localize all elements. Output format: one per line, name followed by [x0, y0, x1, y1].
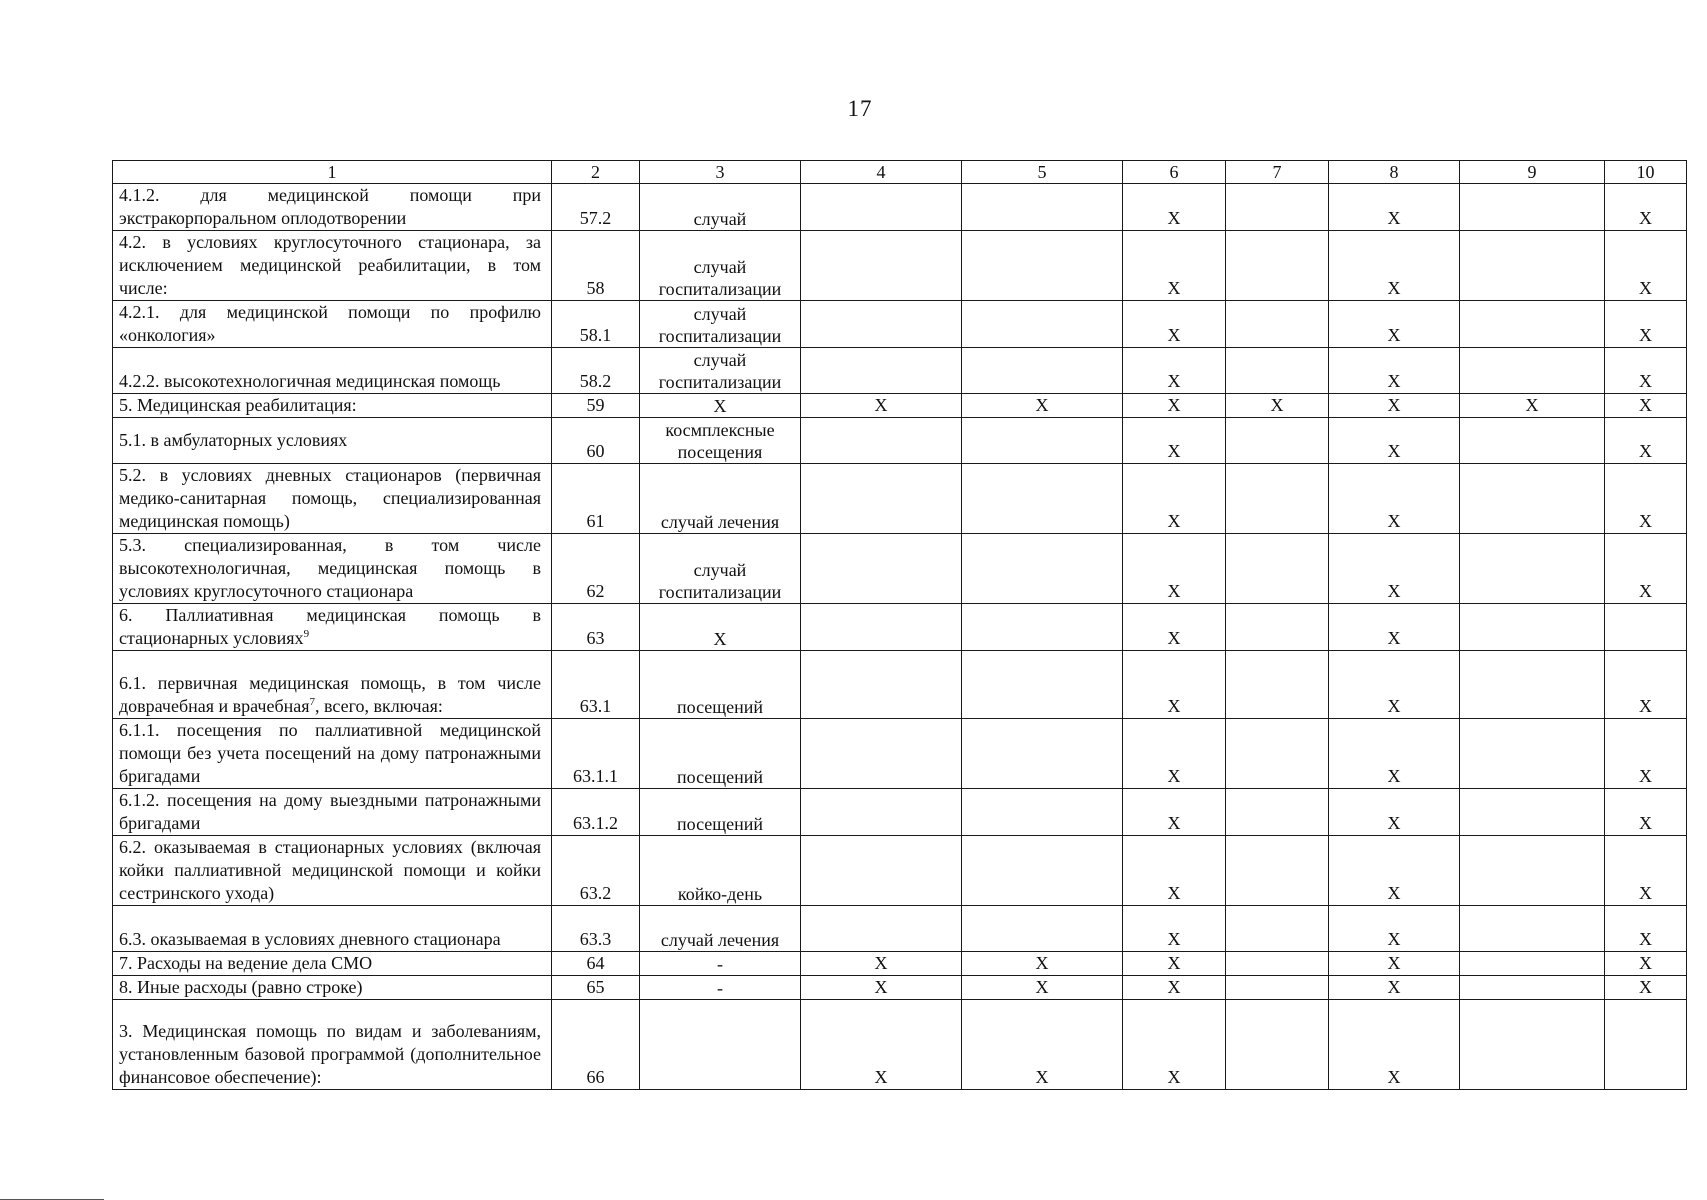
value-col-7: [1226, 464, 1329, 534]
value-col-7: [1226, 789, 1329, 836]
value-col-10: [1605, 1000, 1687, 1090]
value-col-7: Х: [1226, 394, 1329, 418]
row-label: [113, 231, 552, 301]
row-code: 63: [552, 604, 640, 651]
value-col-10: Х: [1605, 231, 1687, 301]
value-col-9: [1460, 976, 1605, 1000]
unit: случай лечения: [640, 906, 801, 952]
value-col-7: [1226, 976, 1329, 1000]
column-header: 3: [640, 161, 801, 184]
value-col-6: Х: [1123, 976, 1226, 1000]
value-col-8: Х: [1329, 906, 1460, 952]
value-col-4: [801, 348, 962, 394]
value-col-4: [801, 184, 962, 231]
value-col-4: Х: [801, 1000, 962, 1090]
value-col-4: [801, 534, 962, 604]
value-col-9: [1460, 651, 1605, 719]
row-label: [113, 464, 552, 534]
row-label: [113, 301, 552, 348]
value-col-10: Х: [1605, 651, 1687, 719]
row-label-text: 6. Паллиативная медицинская помощь в стационарных условиях: [119, 605, 541, 648]
unit: койко-день: [640, 836, 801, 906]
footnote-ref: 9: [303, 628, 310, 640]
value-col-7: [1226, 534, 1329, 604]
row-code: 63.1.2: [552, 789, 640, 836]
row-code: 66: [552, 1000, 640, 1090]
table-row: [113, 534, 1687, 604]
value-col-5: [962, 604, 1123, 651]
value-col-8: Х: [1329, 651, 1460, 719]
table-row: [113, 1000, 1687, 1090]
value-col-8: Х: [1329, 184, 1460, 231]
value-col-10: Х: [1605, 301, 1687, 348]
value-col-8: Х: [1329, 301, 1460, 348]
column-header: 1: [113, 161, 552, 184]
table-row: [113, 906, 1687, 952]
row-code: 61: [552, 464, 640, 534]
value-col-8: Х: [1329, 719, 1460, 789]
value-col-4: [801, 906, 962, 952]
value-col-9: [1460, 418, 1605, 464]
document-table: [112, 160, 1687, 1090]
value-col-6: Х: [1123, 534, 1226, 604]
unit: посещений: [640, 719, 801, 789]
column-header: 4: [801, 161, 962, 184]
value-col-9: [1460, 464, 1605, 534]
value-col-7: [1226, 604, 1329, 651]
table-row: [113, 464, 1687, 534]
value-col-7: [1226, 184, 1329, 231]
row-code: 58.2: [552, 348, 640, 394]
value-col-4: [801, 651, 962, 719]
value-col-6: Х: [1123, 464, 1226, 534]
unit: случай госпитализации: [640, 231, 801, 301]
row-code: 60: [552, 418, 640, 464]
unit: случай госпитализации: [640, 348, 801, 394]
value-col-9: [1460, 789, 1605, 836]
row-code: 58.1: [552, 301, 640, 348]
row-code: 63.1: [552, 651, 640, 719]
row-label: [113, 906, 552, 952]
unit: Х: [640, 394, 801, 418]
table-header: [113, 161, 1687, 184]
value-col-4: Х: [801, 976, 962, 1000]
value-col-9: [1460, 231, 1605, 301]
value-col-4: Х: [801, 952, 962, 976]
value-col-6: Х: [1123, 394, 1226, 418]
value-col-4: [801, 464, 962, 534]
row-label: [113, 348, 552, 394]
value-col-6: Х: [1123, 836, 1226, 906]
value-col-8: Х: [1329, 1000, 1460, 1090]
value-col-9: [1460, 301, 1605, 348]
unit: случай: [640, 184, 801, 231]
value-col-9: [1460, 184, 1605, 231]
row-label-text: 4.2. в условиях круглосуточного стационара, за исключением медицинской реабилитации, в том числе:: [119, 232, 541, 298]
value-col-6: Х: [1123, 789, 1226, 836]
row-label-text: 3. Медицинская помощь по видам и заболеваниям, установленным базовой программой (дополнительное финансовое обеспечение):: [119, 1021, 541, 1087]
value-col-10: Х: [1605, 348, 1687, 394]
row-code: 58: [552, 231, 640, 301]
value-col-10: [1605, 604, 1687, 651]
column-header: 8: [1329, 161, 1460, 184]
value-col-4: [801, 231, 962, 301]
row-label-text: 4.1.2. для медицинской помощи при экстракорпоральном оплодотворении: [119, 185, 541, 228]
unit: случай лечения: [640, 464, 801, 534]
row-code: 63.3: [552, 906, 640, 952]
table-row: [113, 301, 1687, 348]
page-number: 17: [847, 96, 873, 121]
unit: случай госпитализации: [640, 534, 801, 604]
value-col-5: [962, 464, 1123, 534]
row-label: [113, 394, 552, 418]
table-row: [113, 651, 1687, 719]
value-col-5: [962, 418, 1123, 464]
row-label: [113, 184, 552, 231]
unit: Х: [640, 604, 801, 651]
row-label-text: 6.2. оказываемая в стационарных условиях (включая койки паллиативной медицинской помощи и койки сестринского ухода): [119, 837, 541, 903]
value-col-8: Х: [1329, 394, 1460, 418]
value-col-4: [801, 836, 962, 906]
value-col-10: Х: [1605, 952, 1687, 976]
value-col-7: [1226, 651, 1329, 719]
row-label: [113, 976, 552, 1000]
table-row: [113, 836, 1687, 906]
value-col-7: [1226, 906, 1329, 952]
value-col-5: [962, 719, 1123, 789]
table-row: [113, 952, 1687, 976]
value-col-9: [1460, 906, 1605, 952]
value-col-5: [962, 534, 1123, 604]
value-col-5: [962, 789, 1123, 836]
value-col-9: [1460, 719, 1605, 789]
column-header: 5: [962, 161, 1123, 184]
value-col-4: [801, 789, 962, 836]
value-col-10: Х: [1605, 464, 1687, 534]
row-code: 64: [552, 952, 640, 976]
value-col-6: Х: [1123, 651, 1226, 719]
value-col-5: [962, 348, 1123, 394]
row-label: [113, 651, 552, 719]
value-col-6: Х: [1123, 604, 1226, 651]
table-row: [113, 789, 1687, 836]
unit: случай госпитализации: [640, 301, 801, 348]
row-label: [113, 534, 552, 604]
value-col-10: Х: [1605, 906, 1687, 952]
value-col-5: Х: [962, 952, 1123, 976]
row-code: 59: [552, 394, 640, 418]
unit: -: [640, 976, 801, 1000]
value-col-6: Х: [1123, 719, 1226, 789]
value-col-9: [1460, 348, 1605, 394]
value-col-8: Х: [1329, 952, 1460, 976]
value-col-6: Х: [1123, 952, 1226, 976]
row-label-text: 5. Медицинская реабилитация:: [119, 395, 357, 415]
value-col-7: [1226, 836, 1329, 906]
value-col-10: Х: [1605, 719, 1687, 789]
row-code: 63.2: [552, 836, 640, 906]
value-col-10: Х: [1605, 184, 1687, 231]
row-label-tail: , всего, включая:: [315, 696, 443, 716]
table-row: [113, 604, 1687, 651]
header-row: [113, 161, 1687, 184]
value-col-10: Х: [1605, 789, 1687, 836]
row-label-text: 7. Расходы на ведение дела СМО: [119, 953, 373, 973]
row-label-text: 5.2. в условиях дневных стационаров (первичная медико-санитарная помощь, специализированная медицинская помощь): [119, 465, 541, 531]
unit: [640, 1000, 801, 1090]
value-col-8: Х: [1329, 464, 1460, 534]
row-label: [113, 952, 552, 976]
row-label: [113, 836, 552, 906]
row-label-text: 4.2.1. для медицинской помощи по профилю «онкология»: [119, 302, 541, 345]
column-header: 7: [1226, 161, 1329, 184]
value-col-10: Х: [1605, 534, 1687, 604]
value-col-7: [1226, 1000, 1329, 1090]
value-col-5: [962, 301, 1123, 348]
row-label-text: 5.1. в амбулаторных условиях: [119, 430, 348, 450]
value-col-10: Х: [1605, 418, 1687, 464]
table-row: [113, 418, 1687, 464]
value-col-8: Х: [1329, 976, 1460, 1000]
value-col-7: [1226, 348, 1329, 394]
value-col-10: Х: [1605, 836, 1687, 906]
row-label-text: 4.2.2. высокотехнологичная медицинская помощь: [119, 371, 501, 391]
table-row: [113, 976, 1687, 1000]
row-label-text: 6.1. первичная медицинская помощь, в том числе доврачебная и врачебная: [119, 673, 541, 716]
table-row: [113, 184, 1687, 231]
value-col-5: [962, 906, 1123, 952]
value-col-8: Х: [1329, 789, 1460, 836]
value-col-7: [1226, 719, 1329, 789]
value-col-4: [801, 418, 962, 464]
unit: посещений: [640, 651, 801, 719]
value-col-9: [1460, 534, 1605, 604]
value-col-8: Х: [1329, 418, 1460, 464]
row-label: [113, 418, 552, 464]
value-col-8: Х: [1329, 534, 1460, 604]
value-col-5: [962, 836, 1123, 906]
row-code: 63.1.1: [552, 719, 640, 789]
value-col-4: [801, 719, 962, 789]
value-col-4: Х: [801, 394, 962, 418]
value-col-5: Х: [962, 1000, 1123, 1090]
row-label-text: 6.1.2. посещения на дому выездными патронажными бригадами: [119, 790, 541, 833]
table-row: [113, 231, 1687, 301]
value-col-9: [1460, 836, 1605, 906]
table-body: [113, 184, 1687, 1090]
value-col-10: Х: [1605, 394, 1687, 418]
row-label-text: 5.3. специализированная, в том числе высокотехнологичная, медицинская помощь в условиях круглосуточного стационара: [119, 535, 541, 601]
row-code: 57.2: [552, 184, 640, 231]
value-col-7: [1226, 231, 1329, 301]
value-col-8: Х: [1329, 231, 1460, 301]
value-col-4: [801, 301, 962, 348]
table-row: [113, 394, 1687, 418]
row-label: [113, 789, 552, 836]
column-header: 9: [1460, 161, 1605, 184]
value-col-4: [801, 604, 962, 651]
row-code: 65: [552, 976, 640, 1000]
value-col-8: Х: [1329, 348, 1460, 394]
row-label: [113, 1000, 552, 1090]
value-col-8: Х: [1329, 836, 1460, 906]
column-header: 2: [552, 161, 640, 184]
value-col-6: Х: [1123, 906, 1226, 952]
value-col-9: [1460, 952, 1605, 976]
row-label: [113, 719, 552, 789]
unit: космплексные посещения: [640, 418, 801, 464]
row-label-text: 6.3. оказываемая в условиях дневного стационара: [119, 929, 501, 949]
unit: посещений: [640, 789, 801, 836]
value-col-7: [1226, 418, 1329, 464]
value-col-9: [1460, 604, 1605, 651]
footnote-ref: 7: [309, 696, 316, 708]
row-label-text: 6.1.1. посещения по паллиативной медицинской помощи без учета посещений на дому патронажными бригадами: [119, 720, 541, 786]
value-col-7: [1226, 952, 1329, 976]
value-col-10: Х: [1605, 976, 1687, 1000]
value-col-5: [962, 184, 1123, 231]
value-col-9: Х: [1460, 394, 1605, 418]
row-code: 62: [552, 534, 640, 604]
value-col-6: Х: [1123, 184, 1226, 231]
value-col-5: [962, 231, 1123, 301]
unit: -: [640, 952, 801, 976]
column-header: 6: [1123, 161, 1226, 184]
table-row: [113, 719, 1687, 789]
value-col-9: [1460, 1000, 1605, 1090]
column-header: 10: [1605, 161, 1687, 184]
table-row: [113, 348, 1687, 394]
value-col-6: Х: [1123, 348, 1226, 394]
row-label-text: 8. Иные расходы (равно строке): [119, 977, 363, 997]
value-col-5: Х: [962, 394, 1123, 418]
value-col-6: Х: [1123, 1000, 1226, 1090]
value-col-5: Х: [962, 976, 1123, 1000]
value-col-6: Х: [1123, 231, 1226, 301]
value-col-8: Х: [1329, 604, 1460, 651]
value-col-6: Х: [1123, 301, 1226, 348]
value-col-7: [1226, 301, 1329, 348]
row-label: [113, 604, 552, 651]
value-col-6: Х: [1123, 418, 1226, 464]
value-col-5: [962, 651, 1123, 719]
